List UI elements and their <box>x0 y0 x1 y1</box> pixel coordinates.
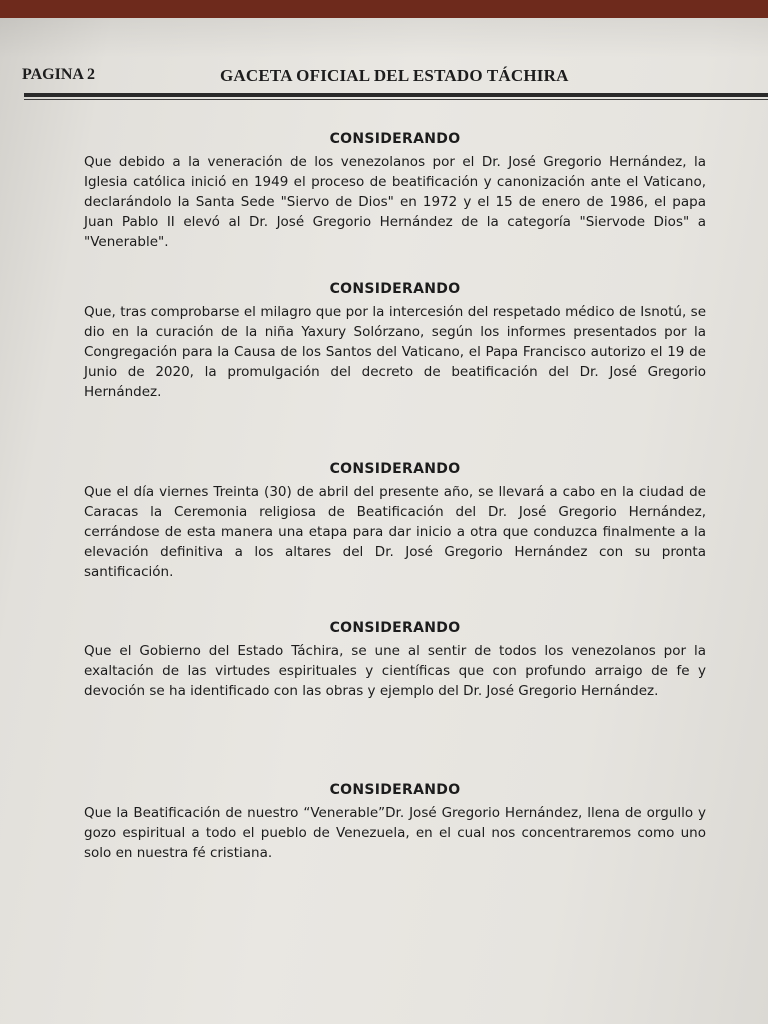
section-heading: CONSIDERANDO <box>329 782 461 798</box>
considerando-section-4 <box>84 620 706 701</box>
header-rule-thin <box>24 99 768 100</box>
gazette-page <box>0 18 768 1024</box>
considerando-section-3 <box>84 461 706 582</box>
header-rule-thick <box>24 93 768 97</box>
section-paragraph: Que, tras comprobarse el milagro que por la intercesión del respetado médico de Isnotú, se dio en la curación de la niña Yaxury Solórzano, según los informes presentados por la Congregación para la Causa de los Santos del Vaticano, el Papa Francisco autorizo el 19 de Junio de 2020, la promulgación del decreto de beatificación del Dr. José Gregorio Hernández. <box>84 304 706 400</box>
section-heading: CONSIDERANDO <box>329 461 461 477</box>
page-number: PAGINA 2 <box>22 66 96 83</box>
gazette-title: GACETA OFICIAL DEL ESTADO TÁCHIRA <box>220 66 569 85</box>
section-heading: CONSIDERANDO <box>329 281 461 297</box>
page-header <box>22 64 762 94</box>
considerando-section-1 <box>84 131 706 252</box>
page-shadow <box>0 18 768 58</box>
section-paragraph: Que la Beatificación de nuestro “Venerable”Dr. José Gregorio Hernández, llena de orgullo y gozo espiritual a todo el pueblo de Venezuela, en el cual nos concentraremos como uno solo en nuestra fé cristiana. <box>84 805 706 861</box>
considerando-section-2 <box>84 281 706 402</box>
section-paragraph: Que el día viernes Treinta (30) de abril del presente año, se llevará a cabo en la ciudad de Caracas la Ceremonia religiosa de Beatificación del Dr. José Gregorio Hernández, cerrándose de esta manera una etapa para dar inicio a otra que conduzca finalmente a la elevación definitiva a los altares del Dr. José Gregorio Hernández con su pronta santificación. <box>84 484 706 580</box>
section-paragraph: Que debido a la veneración de los venezolanos por el Dr. José Gregorio Hernández, la Iglesia católica inició en 1949 el proceso de beatificación y canonización ante el Vaticano, declarándolo la Santa Sede "Siervo de Dios" en 1972 y el 15 de enero de 1986, el papa Juan Pablo II elevó al Dr. José Gregorio Hernández de la categoría "Siervode Dios" a "Venerable". <box>84 154 706 250</box>
section-paragraph: Que el Gobierno del Estado Táchira, se une al sentir de todos los venezolanos por la exaltación de las virtudes espirituales y científicas que con profundo arraigo de fe y devoción se ha identificado con las obras y ejemplo del Dr. José Gregorio Hernández. <box>84 643 706 699</box>
section-heading: CONSIDERANDO <box>329 620 461 636</box>
considerando-section-5 <box>84 782 706 863</box>
section-heading: CONSIDERANDO <box>329 131 461 147</box>
